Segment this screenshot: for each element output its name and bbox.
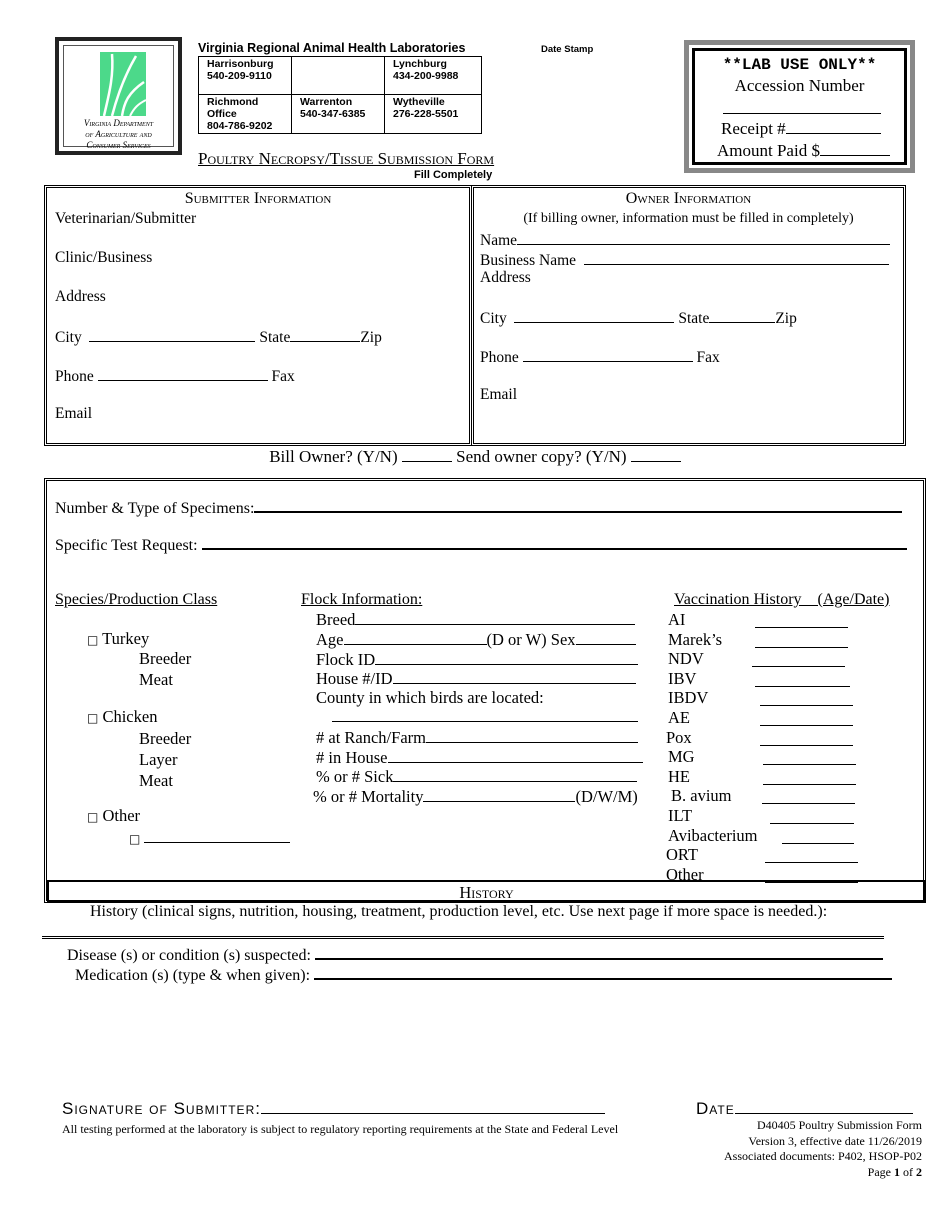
vet-submitter-field[interactable]: Veterinarian/Submitter bbox=[55, 210, 197, 227]
submitter-section bbox=[44, 185, 472, 446]
document-info bbox=[724, 1118, 922, 1180]
chicken-meat-option[interactable]: Meat bbox=[139, 771, 173, 790]
doc-version: Version 3, effective date 11/26/2019 bbox=[748, 1133, 922, 1148]
vaccination-date-field[interactable] bbox=[762, 789, 855, 804]
vaccination-date-field[interactable] bbox=[755, 633, 848, 648]
at-ranch-field[interactable]: # at Ranch/Farm bbox=[316, 728, 638, 748]
history-field[interactable] bbox=[42, 922, 884, 939]
owner-section bbox=[471, 185, 906, 446]
lab-cell: Warrenton 540-347-6385 bbox=[292, 95, 385, 134]
doc-id: D40405 Poultry Submission Form bbox=[756, 1118, 922, 1132]
date-stamp-label: Date Stamp bbox=[541, 44, 594, 55]
owner-email-field[interactable]: Email bbox=[480, 386, 518, 403]
county-field[interactable] bbox=[332, 707, 638, 722]
page-number: Page 1 of 2 bbox=[867, 1164, 922, 1179]
vaccination-item: IBV bbox=[668, 668, 697, 688]
vaccination-date-field[interactable] bbox=[755, 672, 850, 687]
vaccination-date-field[interactable] bbox=[770, 809, 854, 824]
lab-cell: Richmond Office 804-786-9202 bbox=[199, 95, 292, 134]
vaccination-item: ILT bbox=[668, 806, 693, 825]
vaccination-date-field[interactable] bbox=[760, 731, 853, 746]
turkey-checkbox[interactable]: □ Turkey bbox=[87, 629, 150, 648]
owner-city-row[interactable]: City State Zip bbox=[480, 310, 797, 327]
house-id-field[interactable]: House #/ID bbox=[316, 669, 636, 689]
labs-contact-table bbox=[198, 56, 482, 134]
submitter-phone-row[interactable]: Phone Fax bbox=[55, 368, 295, 385]
leaf-logo-icon bbox=[64, 48, 179, 118]
vaccination-date-field[interactable] bbox=[763, 750, 856, 765]
flock-heading: Flock Information: bbox=[301, 591, 423, 608]
owner-address-field[interactable]: Address bbox=[480, 269, 531, 286]
vaccination-item: Avibacterium bbox=[668, 825, 758, 845]
vaccination-heading: Vaccination History (Age/Date) bbox=[674, 591, 890, 608]
history-prompt: History (clinical signs, nutrition, housing, treatment, production level, etc. Use next page if more space is needed.): bbox=[90, 903, 828, 920]
chicken-layer-option[interactable]: Layer bbox=[139, 750, 178, 769]
clinic-field[interactable]: Clinic/Business bbox=[55, 249, 153, 266]
vaccination-item: B. avium bbox=[671, 786, 732, 806]
logo-caption: Virginia Department of Agriculture and Consumer Services bbox=[83, 118, 154, 150]
county-label: County in which birds are located: bbox=[316, 688, 544, 707]
lab-cell: Wytheville 276-228-5501 bbox=[385, 95, 482, 134]
vdacs-logo bbox=[55, 37, 182, 155]
doc-associated: Associated documents: P402, HSOP-P02 bbox=[724, 1149, 922, 1163]
vaccination-item: MG bbox=[668, 747, 695, 767]
age-sex-field[interactable]: Age (D or W) Sex bbox=[316, 630, 636, 650]
vaccination-item: AE bbox=[668, 708, 690, 727]
species-heading: Species/Production Class bbox=[55, 591, 218, 608]
sick-field[interactable]: % or # Sick bbox=[316, 767, 637, 787]
vaccination-item: IBDV bbox=[668, 688, 709, 708]
history-heading: History bbox=[459, 883, 514, 902]
flock-id-field[interactable]: Flock ID bbox=[316, 650, 638, 670]
owner-note: (If billing owner, information must be filled in completely) bbox=[523, 211, 854, 226]
submitter-city-row[interactable]: City State Zip bbox=[55, 329, 382, 346]
fill-completely-note: Fill Completely bbox=[414, 169, 493, 181]
other-checkbox[interactable]: □ Other bbox=[87, 806, 141, 825]
regulatory-notice: All testing performed at the laboratory is subject to regulatory reporting requirements at the State and Federal Level bbox=[62, 1122, 619, 1136]
vaccination-date-field[interactable] bbox=[760, 691, 853, 706]
owner-business-row[interactable]: Business Name bbox=[480, 250, 889, 270]
specimen-section bbox=[44, 478, 926, 903]
in-house-field[interactable]: # in House bbox=[316, 748, 643, 768]
owner-heading: Owner Information bbox=[625, 190, 752, 207]
vaccination-item: Other bbox=[666, 864, 704, 884]
signature-date-field[interactable]: Date bbox=[696, 1099, 913, 1119]
submitter-heading: Submitter Information bbox=[184, 190, 332, 207]
lab-use-box bbox=[684, 40, 915, 173]
medication-field[interactable]: Medication (s) (type & when given): bbox=[75, 964, 892, 985]
breed-field[interactable]: Breed bbox=[316, 610, 635, 630]
vaccination-date-field[interactable] bbox=[782, 829, 854, 844]
accession-label: Accession Number bbox=[734, 76, 865, 95]
turkey-meat-option[interactable]: Meat bbox=[139, 670, 173, 689]
history-heading-bar bbox=[47, 880, 926, 902]
vaccination-date-field[interactable] bbox=[760, 711, 853, 726]
lab-cell bbox=[292, 57, 385, 95]
vaccination-item: AI bbox=[668, 610, 686, 629]
owner-phone-row[interactable]: Phone Fax bbox=[480, 349, 720, 366]
submitter-address-field[interactable]: Address bbox=[55, 288, 106, 305]
vaccination-item: HE bbox=[668, 766, 690, 786]
specific-test-row[interactable]: Specific Test Request: bbox=[55, 534, 907, 555]
vaccination-date-field[interactable] bbox=[752, 652, 845, 667]
accession-field[interactable] bbox=[723, 113, 881, 114]
chicken-breeder-option[interactable]: Breeder bbox=[139, 729, 192, 748]
owner-name-row[interactable]: Name bbox=[480, 230, 890, 250]
receipt-field[interactable]: Receipt # bbox=[721, 119, 881, 139]
lab-cell: Harrisonburg 540-209-9110 bbox=[199, 57, 292, 95]
turkey-breeder-option[interactable]: Breeder bbox=[139, 649, 192, 668]
amount-paid-field[interactable]: Amount Paid $ bbox=[717, 141, 890, 161]
billing-options-row[interactable]: Bill Owner? (Y/N) Send owner copy? (Y/N) bbox=[0, 447, 950, 467]
vaccination-date-field[interactable] bbox=[763, 770, 856, 785]
signature-field[interactable]: Signature of Submitter: bbox=[62, 1099, 605, 1119]
vaccination-item: NDV bbox=[668, 649, 704, 669]
disease-suspected-field[interactable]: Disease (s) or condition (s) suspected: bbox=[67, 944, 883, 965]
vaccination-date-field[interactable] bbox=[765, 848, 858, 863]
vaccination-item: Marek’s bbox=[668, 629, 723, 649]
labs-title: Virginia Regional Animal Health Laboratories bbox=[198, 41, 466, 55]
chicken-checkbox[interactable]: □ Chicken bbox=[87, 707, 158, 726]
vaccination-item: Pox bbox=[666, 727, 692, 747]
specimen-number-type-row[interactable]: Number & Type of Specimens: bbox=[55, 497, 902, 518]
vaccination-date-field[interactable] bbox=[755, 613, 848, 628]
vaccination-item: ORT bbox=[666, 845, 699, 865]
other-species-field[interactable]: □ bbox=[129, 828, 290, 848]
lab-use-title: **LAB USE ONLY** bbox=[722, 56, 877, 74]
form-title: Poultry Necropsy/Tissue Submission Form bbox=[198, 149, 495, 168]
mortality-field[interactable]: % or # Mortality (D/W/M) bbox=[313, 787, 638, 806]
lab-cell: Lynchburg 434-200-9988 bbox=[385, 57, 482, 95]
submitter-email-field[interactable]: Email bbox=[55, 405, 93, 422]
